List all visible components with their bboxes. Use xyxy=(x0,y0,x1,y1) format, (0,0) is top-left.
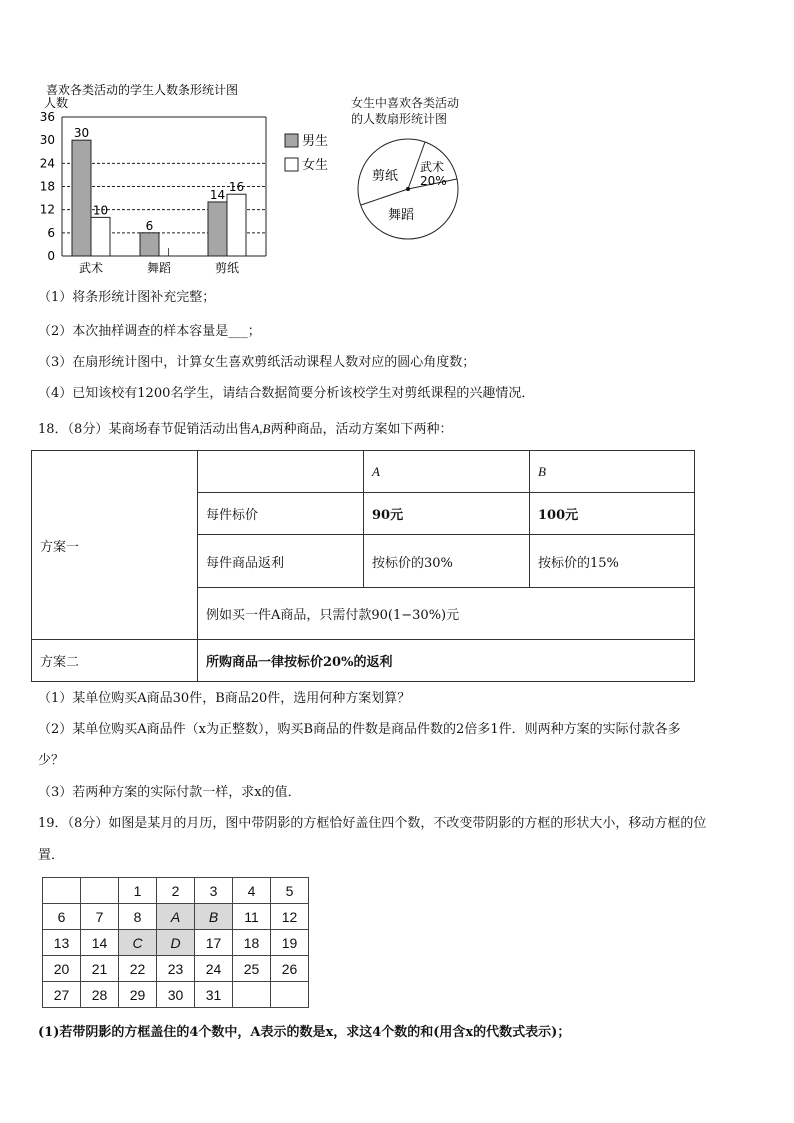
calendar-cell: 2 xyxy=(157,878,195,904)
q18-part3: （3）若两种方案的实际付款一样，求x的值． xyxy=(38,785,301,800)
calendar-cell: 23 xyxy=(157,956,195,982)
bar xyxy=(208,202,227,256)
calendar-cell: 12 xyxy=(271,904,309,930)
q17-part1: （1）将条形统计图补充完整； xyxy=(38,290,216,305)
calendar-cell: 4 xyxy=(233,878,271,904)
calendar-cell: 8 xyxy=(119,904,157,930)
rebate-a: 按标价的30% xyxy=(364,535,530,588)
calendar-cell: 22 xyxy=(119,956,157,982)
calendar-cell: 25 xyxy=(233,956,271,982)
y-tick-label: 12 xyxy=(39,202,55,217)
calendar-cell: 11 xyxy=(233,904,271,930)
bar-value-label: 30 xyxy=(73,126,90,141)
bar xyxy=(227,194,246,256)
plan-table xyxy=(31,450,695,682)
calendar-row xyxy=(43,956,309,982)
q19-part1: (1)若带阴影的方框盖住的4个数中，A表示的数是x，求这4个数的和(用含x的代数式表示)； xyxy=(38,1025,571,1040)
y-tick-label: 0 xyxy=(47,249,55,263)
calendar-row xyxy=(43,878,309,904)
calendar-grid xyxy=(42,877,309,1008)
price-b: 100元 xyxy=(530,493,695,535)
calendar-cell-shaded-b: B xyxy=(195,904,233,930)
bar-value-label: 6 xyxy=(145,218,154,233)
q19-header-line2: 置． xyxy=(38,848,65,863)
calendar-cell: 1 xyxy=(119,878,157,904)
bar-value-label: 10 xyxy=(92,203,109,218)
calendar-cell: 27 xyxy=(43,982,81,1008)
calendar-row xyxy=(43,982,309,1008)
bar-chart-ylabel: 人数 xyxy=(44,96,69,110)
calendar-cell xyxy=(81,878,119,904)
pie-slice-label-paper-cut: 剪纸 xyxy=(372,169,399,184)
calendar-cell: 5 xyxy=(271,878,309,904)
pie-slice-label-dance: 舞蹈 xyxy=(388,208,415,223)
pie-chart xyxy=(350,135,470,245)
bar xyxy=(140,233,159,256)
calendar-cell-shaded-a: A xyxy=(157,904,195,930)
calendar-cell: 20 xyxy=(43,956,81,982)
y-tick-label: 24 xyxy=(39,156,55,171)
calendar-cell: 18 xyxy=(233,930,271,956)
y-tick-label: 18 xyxy=(39,179,55,194)
plan1-label: 方案一 xyxy=(32,451,198,640)
calendar-cell: 28 xyxy=(81,982,119,1008)
calendar-cell: 14 xyxy=(81,930,119,956)
bar xyxy=(91,217,110,256)
q18-part2-line1: （2）某单位购买A商品件（x为正整数），购买B商品的件数是商品件数的2倍多1件．则两种方案的实际付款各多 xyxy=(38,722,681,737)
calendar-cell: 3 xyxy=(195,878,233,904)
bar-chart xyxy=(0,0,340,285)
price-a: 90元 xyxy=(364,493,530,535)
q18-part1: （1）某单位购买A商品30件，B商品20件，选用何种方案划算？ xyxy=(38,691,411,706)
calendar-cell: 21 xyxy=(81,956,119,982)
calendar-cell: 29 xyxy=(119,982,157,1008)
calendar-cell: 6 xyxy=(43,904,81,930)
col-header-b: B xyxy=(530,451,695,493)
plan1-example: 例如买一件A商品，只需付款90(1−30%)元 xyxy=(198,588,695,640)
bar-value-label: 16 xyxy=(228,180,245,195)
pie-slice-value-martial-arts: 20% xyxy=(420,174,447,188)
legend-label-male: 男生 xyxy=(302,134,329,149)
q17-part2: （2）本次抽样调查的样本容量是___； xyxy=(38,324,261,339)
col-header-a: A xyxy=(364,451,530,493)
calendar-cell: 7 xyxy=(81,904,119,930)
q18-header: 18．（8分）某商场春节促销活动出售A,B两种商品，活动方案如下两种： xyxy=(38,421,453,437)
rebate-b: 按标价的15% xyxy=(530,535,695,588)
legend-swatch-male xyxy=(285,134,298,147)
calendar-cell xyxy=(43,878,81,904)
calendar-cell xyxy=(271,982,309,1008)
calendar-row xyxy=(43,930,309,956)
plan2-label: 方案二 xyxy=(32,640,198,682)
calendar-cell: 13 xyxy=(43,930,81,956)
y-tick-label: 30 xyxy=(39,133,55,148)
q17-part4: （4）已知该校有1200名学生，请结合数据简要分析该校学生对剪纸课程的兴趣情况． xyxy=(38,386,535,401)
pie-center xyxy=(406,187,410,191)
x-category-label: 舞蹈 xyxy=(146,261,172,275)
calendar-cell-shaded-c: C xyxy=(119,930,157,956)
q18-part2-line2: 少？ xyxy=(38,753,65,768)
calendar-cell: 26 xyxy=(271,956,309,982)
calendar-row xyxy=(43,904,309,930)
calendar-cell: 24 xyxy=(195,956,233,982)
calendar-cell: 31 xyxy=(195,982,233,1008)
pie-chart-title: 女生中喜欢各类活动 的人数扇形统计图 xyxy=(351,96,460,126)
calendar-cell-shaded-d: D xyxy=(157,930,195,956)
calendar-cell: 17 xyxy=(195,930,233,956)
plan2-description: 所购商品一律按标价20%的返利 xyxy=(198,640,695,682)
pie-slice-label-martial-arts: 武术 xyxy=(420,160,445,174)
legend-swatch-female xyxy=(285,158,298,171)
calendar-cell xyxy=(233,982,271,1008)
y-tick-label: 6 xyxy=(47,225,55,240)
bar-chart-title: 喜欢各类活动的学生人数条形统计图 xyxy=(46,83,239,97)
bar xyxy=(72,140,91,256)
legend-label-female: 女生 xyxy=(302,158,329,173)
y-tick-label: 36 xyxy=(39,110,55,124)
calendar-cell: 30 xyxy=(157,982,195,1008)
x-category-label: 剪纸 xyxy=(214,261,240,275)
price-label: 每件标价 xyxy=(198,493,364,535)
bar-value-label: 14 xyxy=(209,187,226,202)
q19-header-line1: 19．（8分）如图是某月的月历，图中带阴影的方框恰好盖住四个数，不改变带阴影的方框的形状大小，移动方框的位 xyxy=(38,816,707,831)
x-category-label: 武术 xyxy=(78,261,104,275)
rebate-label: 每件商品返利 xyxy=(198,535,364,588)
q17-part3: （3）在扇形统计图中，计算女生喜欢剪纸活动课程人数对应的圆心角度数； xyxy=(38,355,476,370)
calendar-cell: 19 xyxy=(271,930,309,956)
